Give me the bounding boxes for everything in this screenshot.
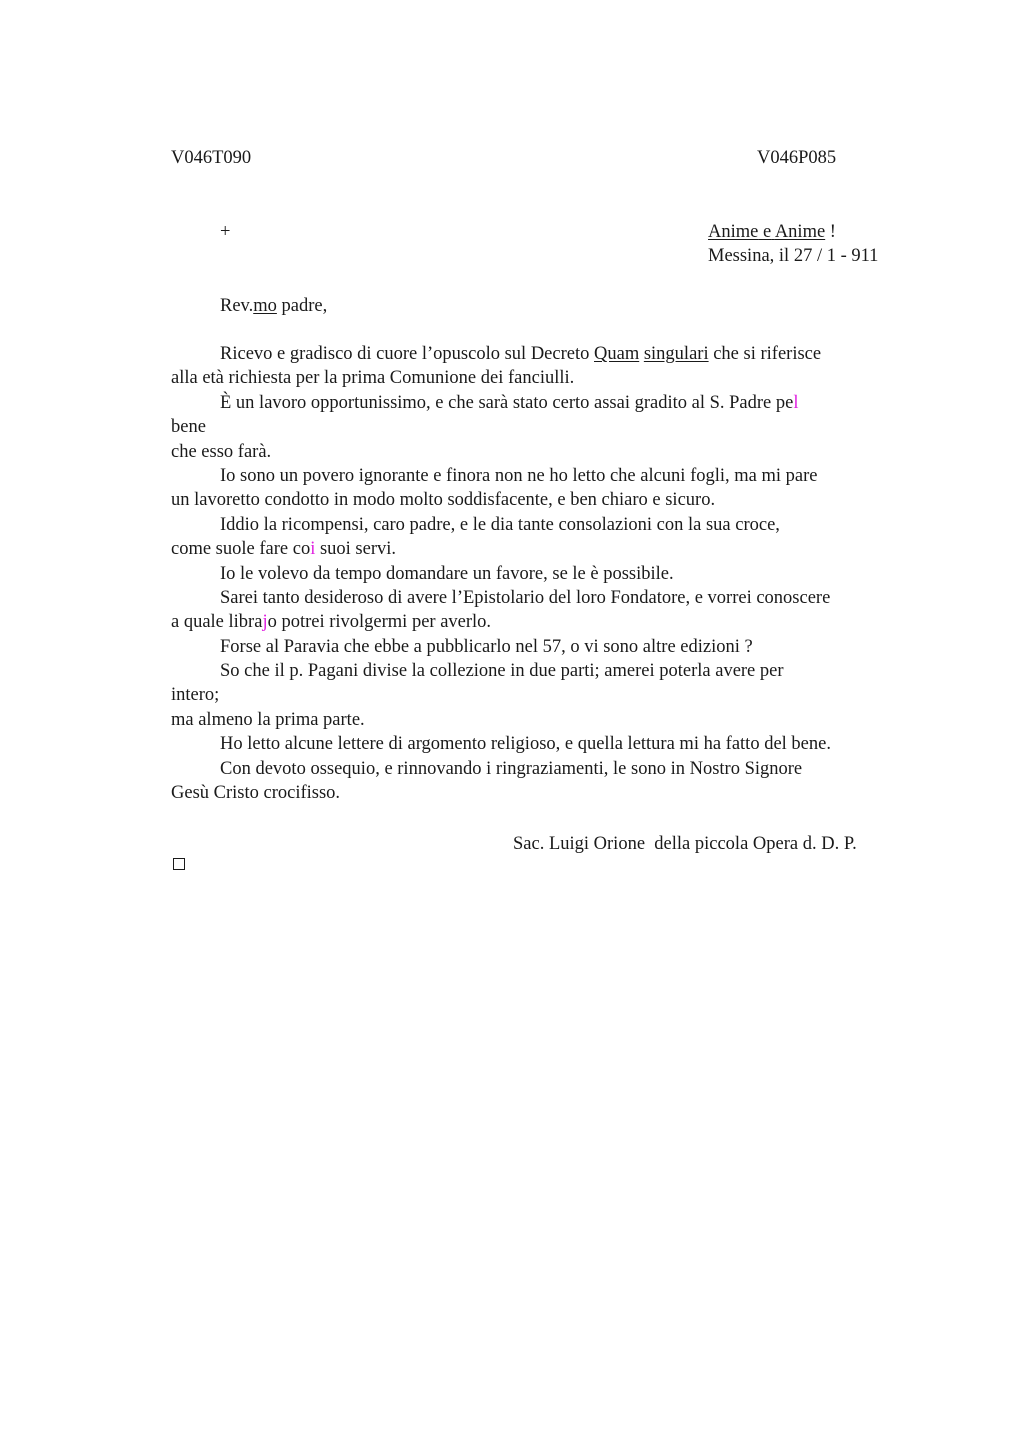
body-text-underlined: Quam	[594, 344, 640, 364]
body-line: ma almeno la prima parte.	[171, 709, 365, 730]
motto-word-1: Anime	[708, 222, 759, 242]
body-line: Forse al Paravia che ebbe a pubblicarlo nel 57, o vi sono altre edizioni ?	[220, 636, 753, 657]
cross-mark: +	[220, 222, 231, 242]
body-line: Iddio la ricompensi, caro padre, e le dia tante consolazioni con la sua croce,	[220, 514, 780, 535]
body-text: a quale libra	[171, 612, 263, 633]
body-line: Io sono un povero ignorante e finora non ne ho letto che alcuni fogli, ma mi pare	[220, 465, 818, 486]
body-text: suoi servi.	[315, 539, 397, 560]
empty-box-icon	[173, 858, 185, 870]
motto-word-3: Anime	[774, 222, 826, 242]
body-text: che si riferisce	[708, 344, 822, 364]
salutation	[220, 294, 327, 318]
body-text-highlight: i	[310, 539, 316, 560]
body-text-underlined: singulari	[643, 344, 709, 364]
body-line: Io le volevo da tempo domandare un favore, se le è possibile.	[220, 563, 674, 584]
body-line	[171, 537, 911, 561]
document-code-left: V046T090	[171, 148, 252, 168]
motto-exclamation: !	[829, 222, 836, 242]
body-text: o potrei rivolgermi per averlo.	[267, 612, 492, 633]
signature: Sac. Luigi Orione della piccola Opera d. D. P.	[513, 834, 857, 854]
place-date: Messina, il 27 / 1 - 911	[708, 246, 879, 266]
motto-word-2: e	[762, 222, 772, 242]
body-line: che esso farà.	[171, 441, 272, 462]
body-line: Gesù Cristo crocifisso.	[171, 783, 341, 804]
body-line: Con devoto ossequio, e rinnovando i ringraziamenti, le sono in Nostro Signore	[220, 758, 803, 779]
body-line: bene	[171, 417, 206, 438]
body-text-highlight: j	[262, 612, 268, 633]
salutation-abbrev: mo	[253, 296, 277, 316]
body-line	[171, 391, 911, 415]
body-line	[171, 342, 911, 366]
document-code-right: V046P085	[757, 148, 837, 168]
salutation-rest: padre,	[281, 296, 328, 316]
body-text: come suole fare co	[171, 539, 311, 560]
body-text-highlight: l	[793, 392, 799, 413]
body-line: Ho letto alcune lettere di argomento religioso, e quella lettura mi ha fatto del bene.	[220, 734, 831, 755]
body-text: È un lavoro opportunissimo, e che sarà stato certo assai gradito al S. Padre pe	[220, 392, 794, 413]
salutation-prefix: Rev.	[220, 296, 254, 316]
body-line	[171, 610, 911, 634]
body-line: alla età richiesta per la prima Comunione dei fanciulli.	[171, 368, 575, 389]
body-text: Ricevo e gradisco di cuore l’opuscolo sul Decreto	[220, 344, 594, 364]
letter-body	[171, 342, 911, 805]
motto-underlined	[708, 222, 825, 242]
body-line: So che il p. Pagani divise la collezione in due parti; amerei poterla avere per	[220, 661, 784, 682]
motto	[708, 220, 836, 244]
body-line: un lavoretto condotto in modo molto soddisfacente, e ben chiaro e sicuro.	[171, 490, 716, 511]
body-line: intero;	[171, 685, 220, 706]
body-line: Sarei tanto desideroso di avere l’Epistolario del loro Fondatore, e vorrei conoscere	[220, 587, 831, 608]
